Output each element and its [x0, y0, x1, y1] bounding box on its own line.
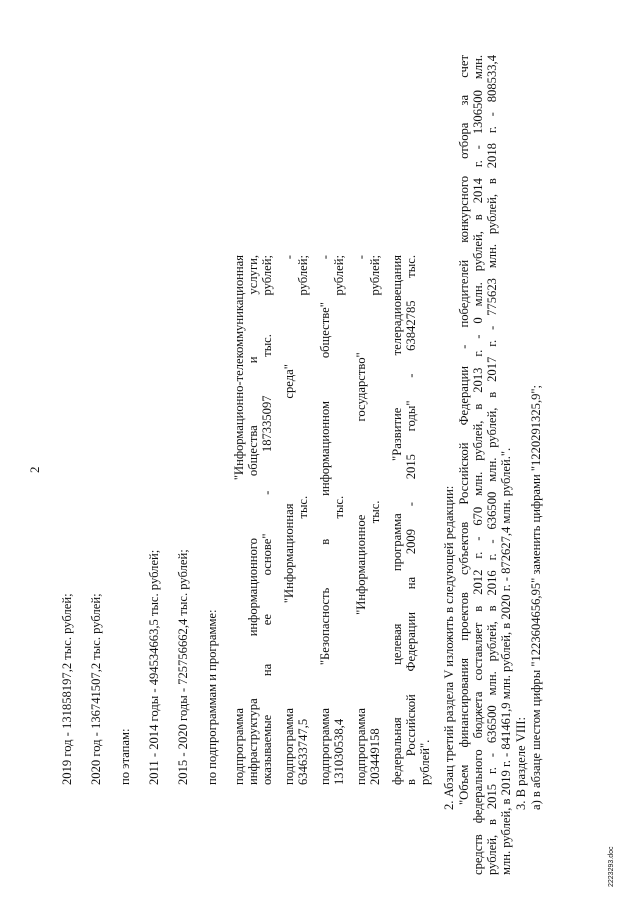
fcp-line-3: рублей".: [418, 739, 432, 785]
subprogram-3: [318, 255, 346, 785]
item-3-heading: 3. В разделе VIII:: [514, 717, 528, 810]
item-2-line-4: млн. рублей, в 2019 г. - 841461,9 млн. рублей, в 2020 г. - 872627,4 млн. рублей.".: [499, 447, 513, 875]
federal-target-program: [390, 255, 432, 785]
subprogram-1-line-3: оказываемые на ее основе" - 187335097 тыс. рублей;: [260, 255, 274, 785]
subprogram-2: [282, 255, 310, 785]
item-2-line-1: "Объем финансирования проектов субъектов Российской Федерации - победителей конкурсного отбора за счет: [457, 55, 471, 805]
item-2-paragraph: [457, 55, 499, 875]
fcp-line-1: федеральная целевая программа "Развитие телерадиовещания: [390, 255, 404, 785]
item-2-heading: 2. Абзац третий раздела V изложить в следующей редакции:: [442, 485, 456, 810]
item-3-subitem-a: а) в абзаце шестом цифры "1223604656,95" заменить цифрами "1220291325,9";: [529, 384, 543, 810]
line-2020: 2020 год - 136741507,2 тыс. рублей;: [89, 593, 103, 785]
subprogram-2-line-1: подпрограмма "Информационная среда" -: [282, 255, 296, 785]
line-by-stages: по этапам:: [118, 728, 132, 785]
item-2-line-3: рублей, в 2015 г. - 636500 млн. рублей, в 2016 г. - 636500 млн. рублей, в 2017 г. - 775623 млн. рублей, в 2018 г. - 808533,4: [485, 55, 499, 875]
page-number: 2: [27, 466, 42, 473]
subprogram-1-line-2: инфраструктура информационного общества и услуги,: [246, 255, 260, 785]
subprogram-1-line-1: подпрограмма "Информационно-телекоммуникационная: [232, 255, 246, 785]
footer-file-code: 2223293.doc: [608, 846, 615, 887]
subprogram-4-line-1: подпрограмма "Информационное государство" -: [354, 255, 368, 785]
fcp-line-2: в Российской Федерации на 2009 - 2015 годы" - 63842785 тыс.: [404, 255, 418, 785]
line-by-subprograms: по подпрограммам и программе:: [205, 609, 219, 785]
subprogram-4-line-2: 203449158 тыс. рублей;: [368, 255, 382, 785]
line-stage-2015: 2015 - 2020 годы - 725756662,4 тыс. рублей;: [176, 549, 190, 785]
subprogram-3-line-2: 131030538,4 тыс. рублей;: [332, 255, 346, 785]
line-2019: 2019 год - 131858197,2 тыс. рублей;: [60, 593, 74, 785]
line-stage-2011: 2011 - 2014 годы - 494534663,5 тыс. рублей;: [147, 549, 161, 785]
subprogram-1: [232, 255, 274, 785]
subprogram-3-line-1: подпрограмма "Безопасность в информационном обществе" -: [318, 255, 332, 785]
rotated-document-page: [20, 20, 620, 885]
subprogram-2-line-2: 634633747,5 тыс. рублей;: [296, 255, 310, 785]
item-2-line-2: средств федерального бюджета составляет в 2012 г. - 670 млн. рублей, в 2013 г. - 0 млн. рублей, в 2014 г. - 1306500 млн.: [471, 55, 485, 875]
subprogram-4: [354, 255, 382, 785]
